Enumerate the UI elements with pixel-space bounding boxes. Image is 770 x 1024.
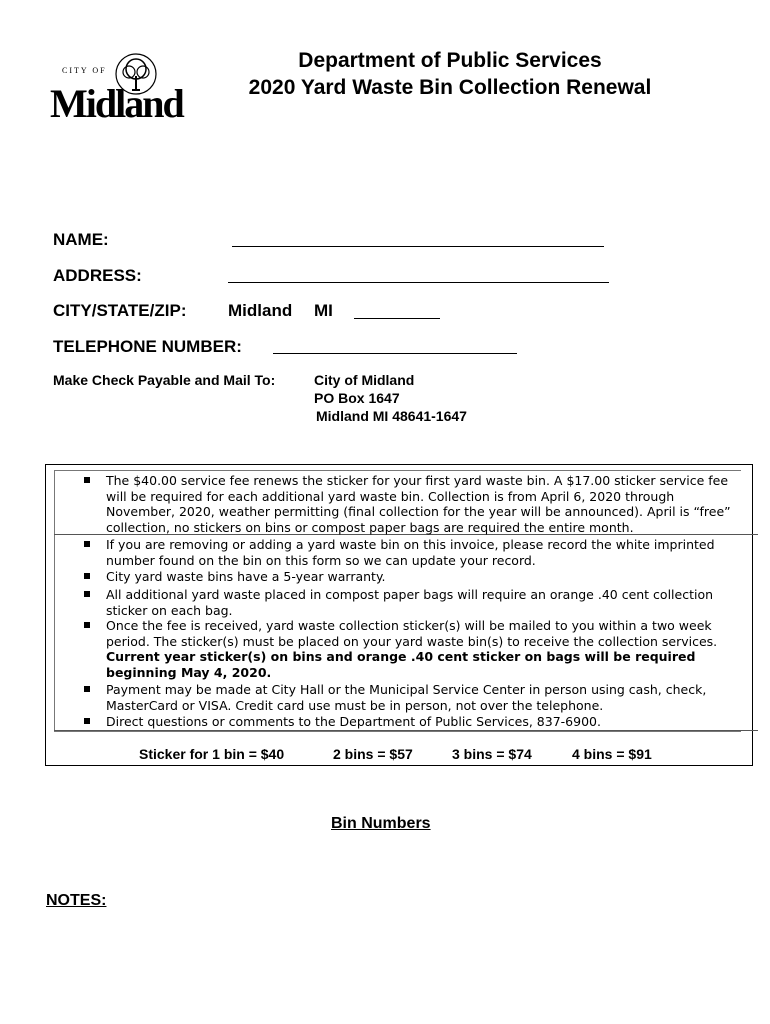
city-logo (50, 52, 183, 130)
bullet-text-2: If you are removing or adding a yard waste bin on this invoice, please record the white imprinted number found on the bin on this form so we can update your record. (106, 537, 715, 568)
price-2-bins: 2 bins = $57 (333, 746, 413, 762)
bullet-icon (84, 591, 90, 597)
bullet-text-7: Direct questions or comments to the Department of Public Services, 837-6900. (106, 714, 601, 729)
city-value: Midland (228, 301, 293, 320)
bullet-icon (84, 718, 90, 724)
name-field[interactable] (232, 246, 604, 247)
bullet-text-5-regular: Once the fee is received, yard waste collection sticker(s) will be mailed to you within a two week period. The sticker(s) must be placed on your yard waste bin(s) to receive the collection services. (106, 618, 718, 649)
bullet-icon (84, 573, 90, 579)
bullet-text-5 (106, 618, 746, 680)
address-field[interactable] (228, 282, 609, 283)
bullet-text-1: The $40.00 service fee renews the sticker for your first yard waste bin. A $17.00 sticker service fee will be required for each additional yard waste bin. Collection is from April 6, 2020 through November, 2020, weather permitting (final collection for the year will be announced). April is “free” collection, no stickers on bins or compost paper bags are required the entire month. (106, 473, 731, 535)
state-value: MI (314, 301, 333, 320)
address-label: ADDRESS: (53, 266, 142, 285)
city-state-zip-label: CITY/STATE/ZIP: (53, 301, 187, 320)
mail-to-label: Make Check Payable and Mail To: (53, 372, 276, 388)
bullet-icon (84, 541, 90, 547)
price-3-bins: 3 bins = $74 (452, 746, 532, 762)
divider (54, 730, 758, 731)
logo-wordmark: Midland (50, 81, 183, 126)
mail-line3: Midland MI 48641-1647 (316, 408, 467, 424)
page-title-line2: 2020 Yard Waste Bin Collection Renewal (248, 76, 652, 99)
page-title-line1: Department of Public Services (298, 49, 602, 72)
name-label: NAME: (53, 230, 109, 249)
telephone-field[interactable] (273, 353, 517, 354)
mail-line1: City of Midland (314, 372, 415, 388)
zip-field[interactable] (354, 318, 440, 319)
bin-numbers-heading: Bin Numbers (331, 815, 431, 832)
mail-line2: PO Box 1647 (314, 390, 400, 406)
bullet-text-6: Payment may be made at City Hall or the Municipal Service Center in person using cash, check, MasterCard or VISA. Credit card use must be in person, not over the telephone. (106, 682, 707, 713)
telephone-label: TELEPHONE NUMBER: (53, 337, 242, 356)
logo-city-of: CITY OF (62, 66, 107, 75)
bullet-icon (84, 477, 90, 483)
price-1-bin: Sticker for 1 bin = $40 (139, 746, 285, 762)
bullet-icon (84, 622, 90, 628)
bullet-text-4: All additional yard waste placed in compost paper bags will require an orange .40 cent collection sticker on each bag. (106, 587, 714, 618)
notes-heading: NOTES: (46, 892, 107, 909)
bullet-text-3: City yard waste bins have a 5-year warranty. (106, 569, 386, 584)
price-4-bins: 4 bins = $91 (572, 746, 652, 762)
bullet-text-5-bold: Current year sticker(s) on bins and orange .40 cent sticker on bags will be required beginning May 4, 2020. (106, 649, 696, 680)
bullet-icon (84, 686, 90, 692)
